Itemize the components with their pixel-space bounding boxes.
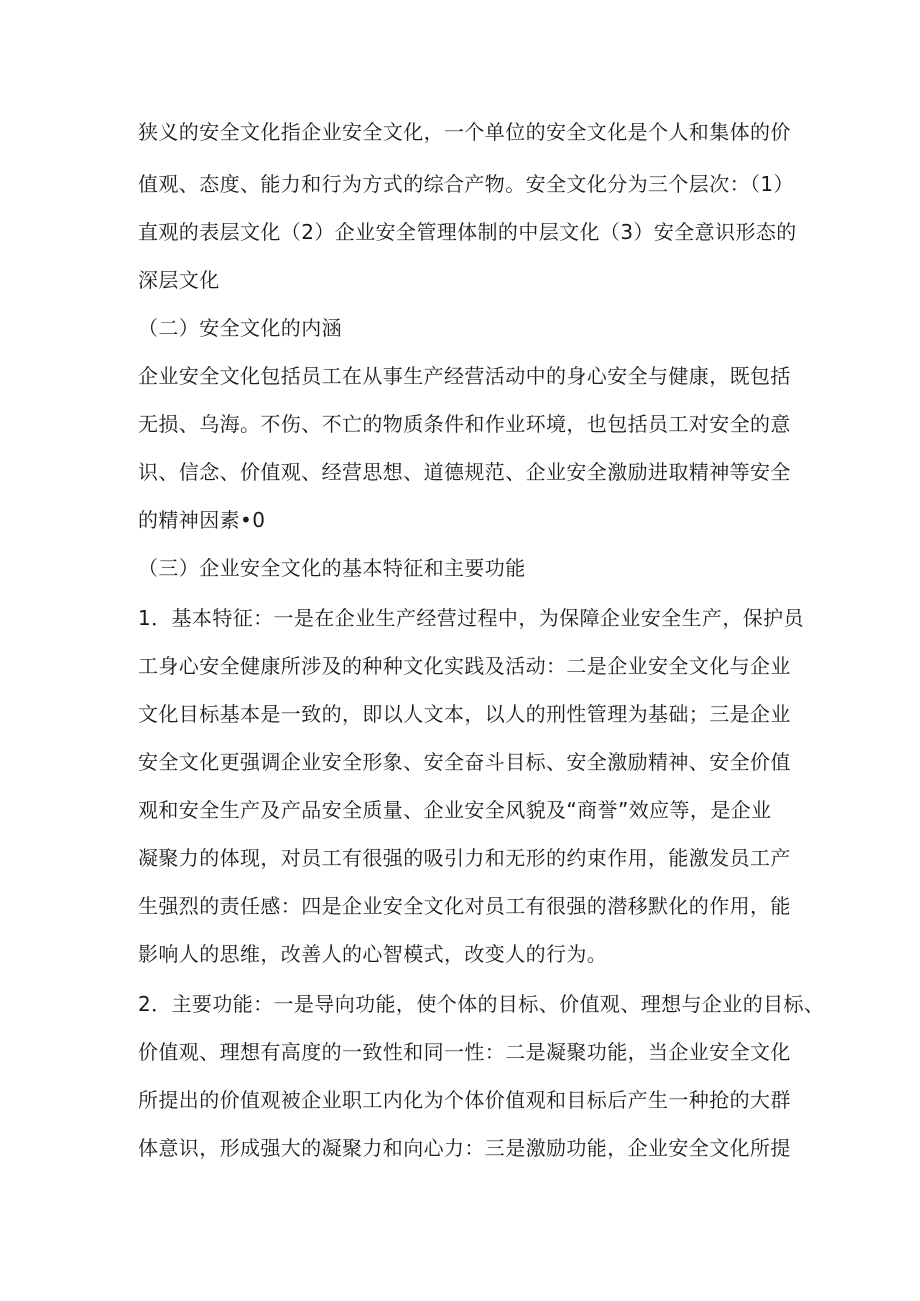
body-line: 企业安全文化包括员工在从事生产经营活动中的身心安全与健康，既包括 xyxy=(138,364,791,388)
body-line: 2．主要功能：一是导向功能，使个体的目标、价值观、理想与企业的目标、 xyxy=(138,992,825,1016)
body-line: 观和安全生产及产品安全质量、企业安全风貌及“商誉”效应等，是企业 xyxy=(138,798,772,822)
body-line: 影响人的思维，改善人的心智模式，改变人的行为。 xyxy=(138,942,608,966)
section-heading: （二）安全文化的内涵 xyxy=(138,316,342,340)
section-heading: （三）企业安全文化的基本特征和主要功能 xyxy=(138,556,526,580)
body-line: 价值观、理想有高度的一致性和同一性：二是凝聚功能，当企业安全文化 xyxy=(138,1040,791,1064)
body-line: 所提出的价值观被企业职工内化为个体价值观和目标后产生一种抢的大群 xyxy=(138,1088,791,1112)
body-line: 工身心安全健康所涉及的种种文化实践及活动：二是企业安全文化与企业 xyxy=(138,654,791,678)
body-line: 识、信念、价值观、经营思想、道德规范、企业安全激励进取精神等安全 xyxy=(138,460,791,484)
body-line: 1．基本特征：一是在企业生产经营过程中，为保障企业安全生产，保护员 xyxy=(138,606,804,630)
body-line: 深层文化 xyxy=(138,268,220,292)
body-line: 无损、乌海。不伤、不亡的物质条件和作业环境，也包括员工对安全的意 xyxy=(138,412,791,436)
body-line: 安全文化更强调企业安全形象、安全奋斗目标、安全激励精神、安全价值 xyxy=(138,750,791,774)
body-line: 体意识，形成强大的凝聚力和向心力：三是激励功能，企业安全文化所提 xyxy=(138,1136,791,1160)
body-line: 值观、态度、能力和行为方式的综合产物。安全文化分为三个层次：（1） xyxy=(138,172,794,196)
body-line: 生强烈的责任感：四是企业安全文化对员工有很强的潜移默化的作用，能 xyxy=(138,894,791,918)
body-line: 文化目标基本是一致的，即以人文本，以人的刑性管理为基础；三是企业 xyxy=(138,702,791,726)
body-line: 凝聚力的体现，对员工有很强的吸引力和无形的约束作用，能激发员工产 xyxy=(138,846,791,870)
body-line: 直观的表层文化（2）企业安全管理体制的中层文化（3）安全意识形态的 xyxy=(138,220,797,244)
body-line: 狭义的安全文化指企业安全文化，一个单位的安全文化是个人和集体的价 xyxy=(138,120,791,144)
body-line: 的精神因素•0 xyxy=(138,508,266,532)
